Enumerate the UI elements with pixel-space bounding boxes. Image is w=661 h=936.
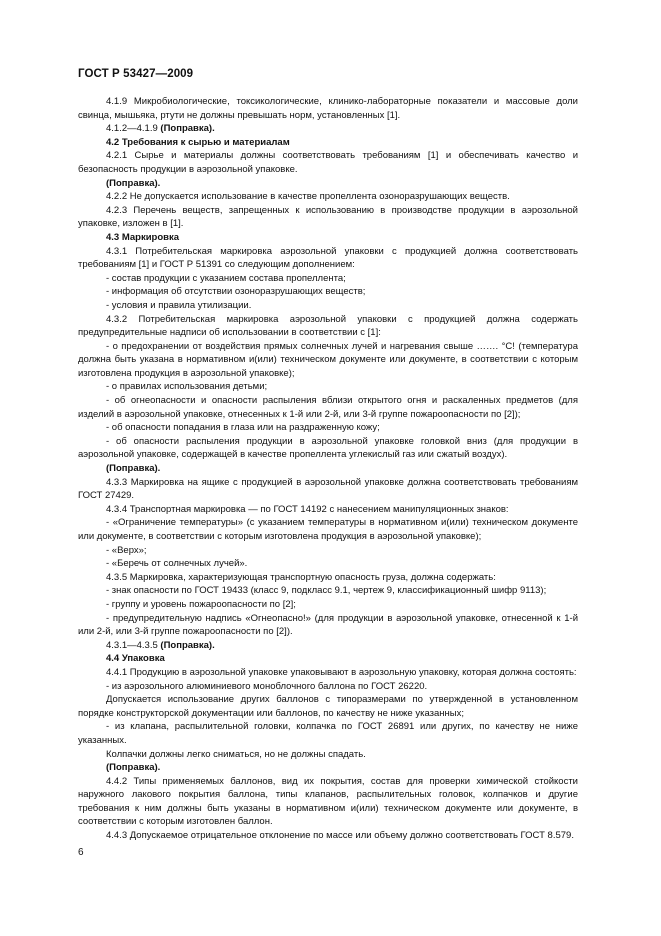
list-item: - об опасности попадания в глаза или на раздраженную кожу; (106, 422, 380, 434)
paragraph: 4.2.2 Не допускается использование в качестве пропеллента озоноразрушающих веществ. (106, 191, 510, 203)
list-item: - состав продукции с указанием состава пропеллента; (106, 272, 346, 284)
section-heading: 4.4 Упаковка (106, 653, 165, 665)
document-body (78, 95, 578, 843)
amendment-note: (Поправка). (106, 463, 161, 475)
list-item: - «Ограничение температуры» (с указанием температуры в нормативном и(или) техническом документе или документе, в соответствии с которым изготовлена продукция в аэрозольной упаковке); (78, 517, 578, 542)
list-item: - знак опасности по ГОСТ 19433 (класс 9, подкласс 9.1, чертеж 9, классификационный шифр 9113); (106, 585, 547, 597)
paragraph: 4.3.2 Потребительская маркировка аэрозольной упаковки с продукцией должна содержать предупредительные надписи об использовании в соответствии с [1]: (78, 313, 578, 339)
list-item: - группу и уровень пожароопасности по [2]; (106, 598, 296, 610)
paragraph: 4.1.2—4.1.9 (Поправка). (106, 123, 215, 135)
list-item: - информация об отсутствии озоноразрушающих веществ; (106, 286, 366, 298)
paragraph: 4.3.5 Маркировка, характеризующая транспортную опасность груза, должна содержать: (106, 571, 496, 583)
paragraph: 4.4.1 Продукцию в аэрозольной упаковке упаковывают в аэрозольную упаковку, которая должна состоять: (106, 666, 577, 678)
paragraph: Допускается использование других баллонов с типоразмерами по утвержденной в установленном порядке конструкторской документации или баллонов, по качеству не ниже указанных; (78, 694, 578, 719)
amendment-note: (Поправка). (106, 762, 161, 774)
list-item: - из клапана, распылительной головки, колпачка по ГОСТ 26891 или других, по качеству не ниже указанных. (78, 721, 578, 746)
list-item: - о правилах использования детьми; (106, 381, 268, 393)
list-item: - об огнеопасности и опасности распыления вблизи открытого огня и раскаленных предметов (для изделий в аэрозольной упаковке, отнесенных к 1-й или 2-й, или 3-й группе пожароопасности по [2]); (78, 395, 578, 420)
paragraph: Колпачки должны легко сниматься, но не должны спадать. (106, 748, 366, 760)
paragraph: 4.2.1 Сырье и материалы должны соответствовать требованиям [1] и обеспечивать качество и безопасность продукции в аэрозольной упаковке. (78, 150, 578, 175)
amendment-note: (Поправка). (106, 177, 161, 189)
list-item: - «Верх»; (106, 544, 147, 556)
document-header: ГОСТ Р 53427—2009 (78, 68, 194, 80)
paragraph: 4.3.3 Маркировка на ящике с продукцией в аэрозольной упаковке должна соответствовать требованиям ГОСТ 27429. (78, 476, 578, 502)
section-heading: 4.2 Требования к сырью и материалам (106, 136, 290, 148)
section-heading: 4.3 Маркировка (106, 231, 180, 243)
list-item: - об опасности распыления продукции в аэрозольной упаковке головкой вниз (для продукции в аэрозольной упаковке, содержащей в качестве пропеллента углекислый газ или сжатый воздух). (78, 435, 578, 461)
list-item: - из аэрозольного алюминиевого моноблочного баллона по ГОСТ 26220. (106, 680, 428, 692)
paragraph: 4.1.9 Микробиологические, токсикологические, клинико-лабораторные показатели и массовые доли свинца, мышьяка, ртути не должны превышать норм, установленных [1]. (78, 96, 578, 121)
paragraph: 4.3.1—4.3.5 (Поправка). (106, 639, 215, 651)
paragraph: 4.4.2 Типы применяемых баллонов, вид их покрытия, состав для проверки химической стойкости наружного лакового покрытия баллона, типы клапанов, распылительных головок, колпачков и другие требования к ним должны быть указаны в нормативном и(или) техническом документе или документе, в соответствии с которым изготовлен баллон. (78, 775, 578, 828)
paragraph: 4.3.4 Транспортная маркировка — по ГОСТ 14192 с нанесением манипуляционных знаков: (106, 503, 509, 515)
list-item: - «Беречь от солнечных лучей». (106, 558, 248, 570)
list-item: - предупредительную надпись «Огнеопасно!» (для продукции в аэрозольной упаковке, отнесенной к 1-й или 2-й, или 3-й группе пожароопасности по [2]). (78, 612, 578, 638)
paragraph: 4.3.1 Потребительская маркировка аэрозольной упаковки с продукцией должна соответствовать требованиям [1] и ГОСТ Р 51391 со следующим дополнением: (78, 245, 578, 271)
list-item: - о предохранении от воздействия прямых солнечных лучей и нагревания свыше ……. °С! (температура должна быть указана в нормативном и(или) техническом документе или документе, в соответствии с которым изготовлена продукция в аэрозольной упаковке); (78, 340, 578, 379)
paragraph: 4.2.3 Перечень веществ, запрещенных к использованию в производстве продукции в аэрозольной упаковке, изложен в [1]. (78, 204, 578, 230)
paragraph: 4.4.3 Допускаемое отрицательное отклонение по массе или объему должно соответствовать ГОСТ 8.579. (106, 830, 574, 842)
page-number: 6 (78, 847, 84, 858)
list-item: - условия и правила утилизации. (106, 299, 252, 311)
